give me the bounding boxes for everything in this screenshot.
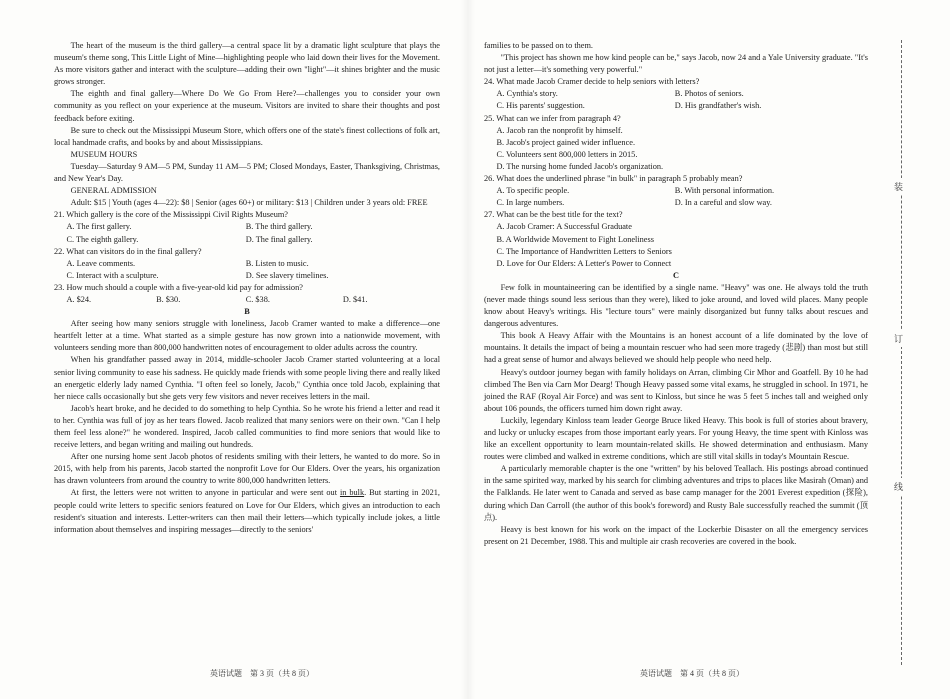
question-stem: 22. What can visitors do in the final gallery?	[54, 246, 202, 256]
option: A. Jacob ran the nonprofit by himself.	[496, 125, 623, 135]
question-stem: 21. Which gallery is the core of the Mississippi Civil Rights Museum?	[54, 210, 288, 220]
admission-heading: GENERAL ADMISSION	[70, 186, 157, 196]
option: A. The first gallery.	[66, 222, 132, 232]
option: A. $24.	[66, 294, 92, 304]
option: D. The nursing home funded Jacob's organization.	[496, 161, 664, 171]
option: A. Leave comments.	[66, 258, 136, 268]
answer-options	[484, 88, 868, 112]
answer-options	[484, 125, 868, 173]
quote-paragraph: "This project has shown me how kind people can be," says Jacob, now 24 and a Yale University graduate. "It's not just a letter—it's something very powerful."	[484, 53, 868, 75]
passage-c-paragraph: A particularly memorable chapter is the one "written" by his beloved Teallach. His postings abroad continued in the same spirited way, marked by his search for climbing adventures and trips to places like Masirah (Oman) and the Falklands. He later went to Canada and served as base camp manager for the 2001 Everest expedition (探险), during which Dan Carroll (the author of this book's foreword) and Rusty Bale successfully reached the summit (顶点).	[484, 464, 868, 522]
question-21	[54, 209, 440, 245]
option: C. The Importance of Handwritten Letters to Seniors	[496, 246, 672, 256]
continuation-text: families to be passed on to them.	[484, 41, 593, 50]
option: C. His parents' suggestion.	[496, 101, 585, 111]
hours-heading: MUSEUM HOURS	[70, 149, 138, 159]
question-26	[484, 173, 868, 209]
passage-b-paragraph	[54, 487, 440, 535]
question-stem: 26. What does the underlined phrase "in bulk" in paragraph 5 probably mean?	[484, 174, 743, 184]
question-24	[484, 76, 868, 112]
passage-c-paragraph: Heavy is best known for his work on the impact of the Lockerbie Disaster on all the emergency services present on 21 December, 1988. This and multiple air crash recoveries are covered in the book.	[484, 524, 868, 546]
binding-mark-ding: 订	[894, 330, 903, 347]
answer-options	[484, 185, 868, 209]
page-footer-left: 英语试题 第 3 页（共 8 页）	[210, 669, 314, 678]
question-stem: 23. How much should a couple with a five-year-old kid pay for admission?	[54, 282, 303, 292]
paragraph-text: . But starting in 2021, people could write letters to specific seniors featured on Love for Our Elders, which gives an introduction to each resident's situation and interests. Letter-writers can then mail their letters—which typically include jokes, a little information about themselves and inspiring messages—directly to the seniors'	[54, 488, 440, 534]
answer-options	[484, 221, 868, 269]
option: D. In a careful and slow way.	[674, 198, 772, 208]
option: D. $41.	[342, 294, 368, 304]
admission-text: Adult: $15 | Youth (ages 4—22): $8 | Senior (ages 60+) or military: $13 | Children under 3 years old: FREE	[70, 198, 428, 208]
option: C. Interact with a sculpture.	[66, 270, 159, 280]
passage-c-paragraph: Few folk in mountaineering can be identified by a single name. "Heavy" was one. He always told the truth (never made things sound less serious than they were), liked to joke around, and loved wild places. Many people know about Heavy's writings. His "lecture tours" were mainly disorganized but funny talks about rescues and dangerous adventures.	[484, 282, 868, 329]
passage-b-paragraph: Jacob's heart broke, and he decided to do something to help Cynthia. So he wrote his friend a letter and read it to her. Cynthia was full of joy as her tears flowed. Jacob realized that many seniors were on their own. "Can I help them feel less alone?" he wondered. Inspired, Jacob called communities to find more seniors that would like to receive letters, and began writing and mailing out hundreds.	[54, 403, 440, 450]
option: C. $38.	[245, 294, 270, 304]
hours-text: Tuesday—Saturday 9 AM—5 PM, Sunday 11 AM—5 PM; Closed Mondays, Easter, Thanksgiving, Christmas, and New Year's Day.	[54, 161, 440, 184]
passage-c-paragraph: Heavy's outdoor journey began with family holidays on Arran, climbing Cir Mhor and Goatfell. By 10 he had climbed The Ben via Carn Mor Dearg! Though Heavy passed some vital exams, he struggled in school. In 1971, he joined the RAF (Royal Air Force) and was sent to Kinloss, but since he was 5 feet 5 inches tall and weighed only about 106 pounds, the officers turned him down right away.	[484, 367, 868, 413]
question-23	[54, 282, 440, 306]
binding-mark-zhuang: 装	[894, 178, 903, 195]
intro-paragraph: The eighth and final gallery—Where Do We Go From Here?—challenges you to consider your own community as you reflect on your experience at the museum. Visitors are invited to share their thoughts and post feedback before exiting.	[54, 89, 440, 123]
binding-mark-xian: 线	[894, 478, 903, 495]
option: D. See slavery timelines.	[245, 270, 329, 280]
question-stem: 24. What made Jacob Cramer decide to help seniors with letters?	[484, 77, 700, 87]
section-b-heading: B	[244, 307, 250, 317]
option: B. The third gallery.	[245, 222, 313, 232]
option: A. Jacob Cramer: A Successful Graduate	[496, 222, 632, 232]
option: A. To specific people.	[496, 186, 570, 196]
question-stem: 25. What can we infer from paragraph 4?	[484, 113, 621, 123]
answer-options	[54, 294, 440, 306]
passage-b-paragraph: After seeing how many seniors struggle with loneliness, Jacob Cramer wanted to make a difference—one heartfelt letter at a time. What started as a simple gesture has now grown into a nationwide movement, with volunteers sending more than 800,000 handwritten notes of encouragement to older adults across the country.	[54, 319, 440, 353]
passage-c-paragraph: Luckily, legendary Kinloss team leader George Bruce liked Heavy. This book is full of stories about bravery, and lucky or unlucky escapes from those important early years. For young Heavy, the time spent with Kinloss was like an excellent opportunity to learn mountain-related skills. He showed determination and enthusiasm. Many routes were climbed and walked in extreme conditions, which are still vital skills in today's Mountain Rescue.	[484, 415, 868, 462]
answer-options	[54, 258, 440, 282]
intro-paragraph: The heart of the museum is the third gallery—a central space lit by a dramatic light sculpture that plays the museum's theme song, This Little Light of Mine—highlighting people who laid down their lives for the Movement. As more visitors gather and interact with the sculpture—adding their own "light"—it shines brighter and the music grows stronger.	[54, 41, 440, 87]
option: B. Listen to music.	[245, 258, 309, 268]
paragraph-text: At first, the letters were not written to anyone in particular and were sent out	[70, 488, 340, 498]
right-page-column	[484, 40, 868, 548]
question-22	[54, 246, 440, 282]
option: B. Jacob's project gained wider influence.	[496, 137, 636, 147]
option: B. Photos of seniors.	[674, 89, 744, 99]
passage-b-paragraph: When his grandfather passed away in 2014, middle-schooler Jacob Cramer started volunteering at a local senior living community to ease his sadness. He quickly made friends with some people living there and really liked an energetic elderly lady named Cynthia. "I often feel so lonely, Jacob," Cynthia once told Jacob, explaining that her niece calls occasionally but she gets very few visitors and never receives letters in the mail.	[54, 355, 440, 401]
option: A. Cynthia's story.	[496, 89, 558, 99]
option: C. The eighth gallery.	[66, 234, 139, 244]
underlined-phrase: in bulk	[339, 488, 365, 498]
intro-paragraph: Be sure to check out the Mississippi Museum Store, which offers one of the state's finest collections of folk art, local handmade crafts, and books by and about Mississippians.	[54, 125, 440, 147]
option: C. Volunteers sent 800,000 letters in 2015.	[496, 149, 638, 159]
question-stem: 27. What can be the best title for the text?	[484, 210, 623, 220]
question-27	[484, 209, 868, 269]
answer-options	[54, 221, 440, 245]
page-fold	[461, 0, 475, 699]
option: D. His grandfather's wish.	[674, 101, 762, 111]
question-25	[484, 113, 868, 173]
option: D. The final gallery.	[245, 234, 313, 244]
option: D. Love for Our Elders: A Letter's Power to Connect	[496, 258, 672, 268]
section-c-heading: C	[673, 270, 679, 280]
passage-c-paragraph: This book A Heavy Affair with the Mountains is an honest account of a life dominated by the love of mountains. It details the impact of being a mountain rescuer who had seen more tragedy (悲剧) than most but still had a great sense of humor and always believed we should help people who need help.	[484, 331, 868, 365]
option: B. A Worldwide Movement to Fight Loneliness	[496, 234, 654, 244]
page-footer-right: 英语试题 第 4 页（共 8 页）	[640, 669, 744, 678]
passage-b-paragraph: After one nursing home sent Jacob photos of residents smiling with their letters, he wanted to do more. So in 2015, with help from his parents, Jacob started the nonprofit Love for Our Elders. Over the years, his organization has drawn volunteers from around the country to write 800,000 handwritten letters.	[54, 452, 440, 486]
binding-line	[901, 40, 902, 665]
option: B. $30.	[156, 294, 181, 304]
left-page-column	[54, 40, 440, 536]
option: C. In large numbers.	[496, 198, 565, 208]
option: B. With personal information.	[674, 186, 775, 196]
